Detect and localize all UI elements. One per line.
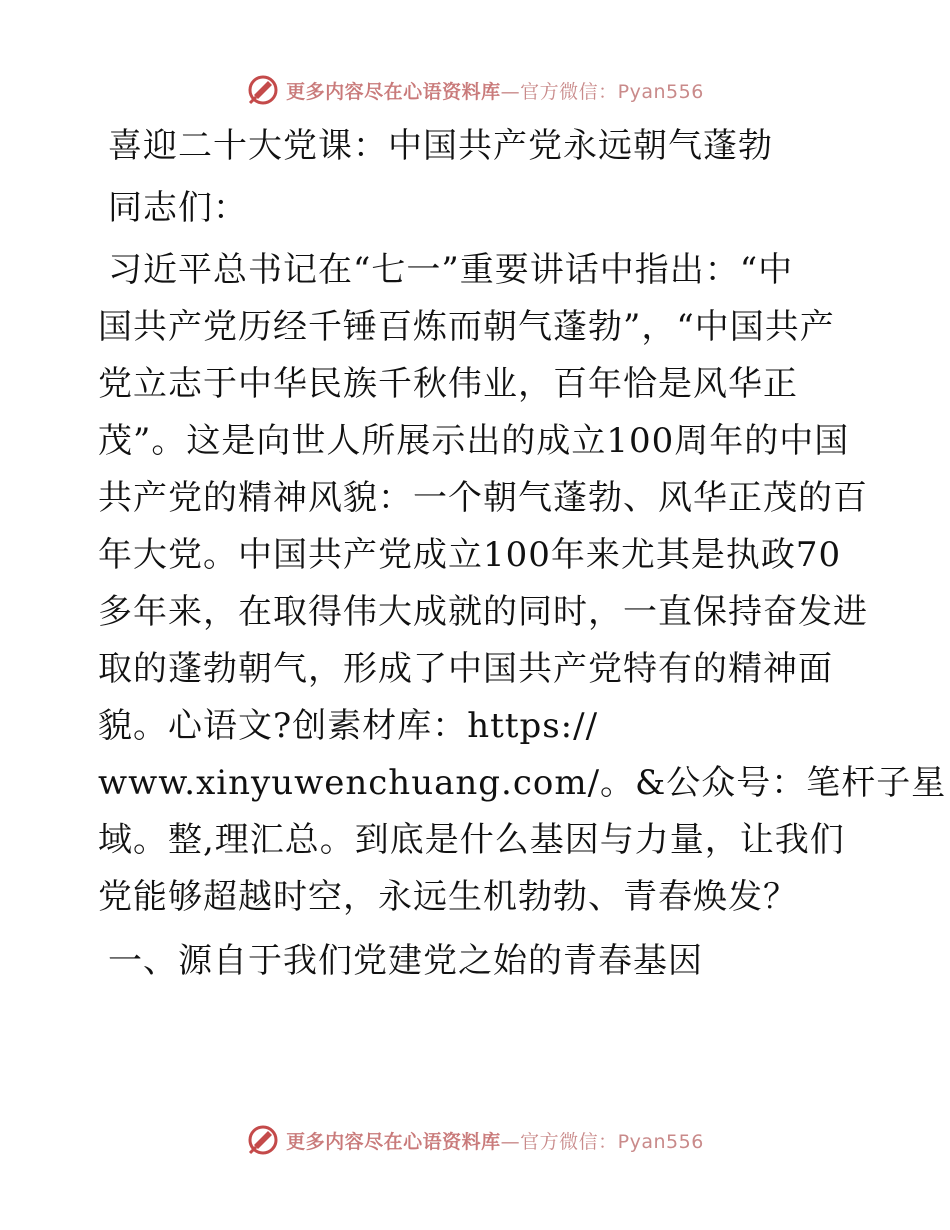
paragraph-line: 取的蓬勃朝气，形成了中国共产党特有的精神面 bbox=[98, 649, 833, 689]
paragraph-line: 茂”。这是向世人所展示出的成立100周年的中国 bbox=[98, 421, 850, 461]
paragraph-line: 国共产党历经千锤百炼而朝气蓬勃”，“中国共产 bbox=[98, 307, 835, 347]
header-banner bbox=[0, 68, 950, 112]
paragraph-line: 习近平总书记在“七一”重要讲话中指出：“中 bbox=[108, 250, 794, 290]
section-heading: 一、源自于我们党建党之始的青春基因 bbox=[108, 941, 703, 981]
paragraph-line: 党能够超越时空，永远生机勃勃、青春焕发？ bbox=[98, 877, 798, 917]
footer-banner-sep: — bbox=[500, 1130, 521, 1153]
footer-banner-wechat: 官方微信：Pyan556 bbox=[520, 1130, 704, 1153]
paragraph-line: 共产党的精神风貌：一个朝气蓬勃、风华正茂的百 bbox=[98, 478, 868, 518]
greeting: 同志们： bbox=[108, 188, 248, 228]
header-banner-text bbox=[286, 77, 704, 104]
paragraph-line: 貌。心语文?创素材库：https:// bbox=[98, 706, 599, 746]
header-banner-wechat: 官方微信：Pyan556 bbox=[520, 80, 704, 103]
body-paragraph bbox=[98, 242, 947, 926]
document-title: 喜迎二十大党课：中国共产党永远朝气蓬勃 bbox=[108, 126, 773, 166]
header-banner-sep: — bbox=[500, 80, 521, 103]
document-body bbox=[98, 118, 947, 990]
header-banner-main: 更多内容尽在心语资料库 bbox=[286, 80, 501, 103]
footer-banner-text bbox=[286, 1127, 704, 1154]
paragraph-line: www.xinyuwenchuang.com/。&公众号：笔杆子星 bbox=[98, 763, 947, 803]
paragraph-line: 党立志于中华民族千秋伟业，百年恰是风华正 bbox=[98, 364, 798, 404]
paragraph-line: 多年来，在取得伟大成就的同时，一直保持奋发进 bbox=[98, 592, 868, 632]
footer-banner-main: 更多内容尽在心语资料库 bbox=[286, 1130, 501, 1153]
paragraph-line: 年大党。中国共产党成立100年来尤其是执政70 bbox=[98, 535, 842, 575]
footer-banner bbox=[0, 1118, 950, 1162]
xinyu-logo-icon bbox=[246, 73, 280, 107]
xinyu-logo-icon bbox=[246, 1123, 280, 1157]
paragraph-line: 域。整,理汇总。到底是什么基因与力量，让我们 bbox=[98, 820, 845, 860]
